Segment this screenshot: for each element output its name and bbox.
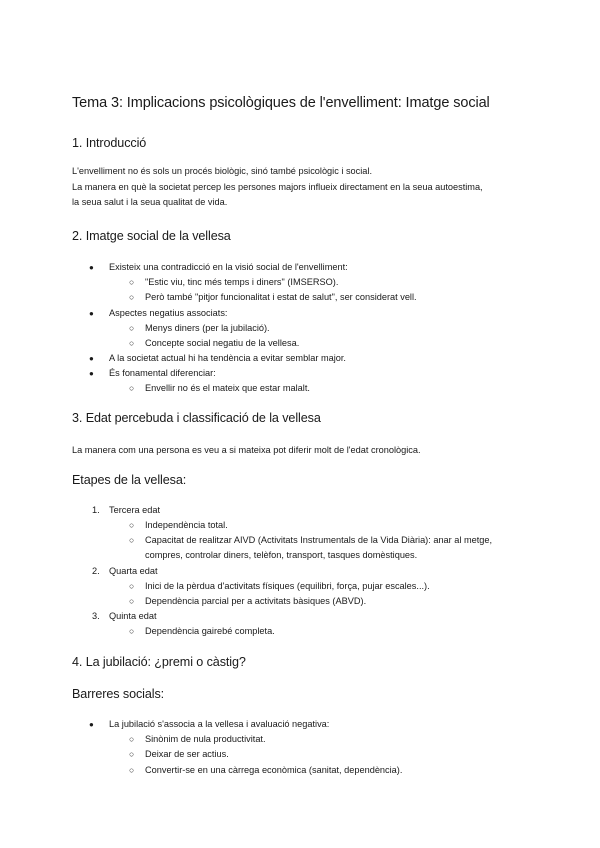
- bullet-icon: ●: [89, 263, 94, 272]
- document-title: Tema 3: Implicacions psicològiques de l'envelliment: Imatge social: [72, 95, 490, 111]
- section-2-heading: 2. Imatge social de la vellesa: [72, 229, 231, 243]
- stage-label: Quarta edat: [109, 566, 158, 576]
- stages-subheading: Etapes de la vellesa:: [72, 473, 187, 487]
- list-item: Concepte social negatiu de la vellesa.: [145, 338, 300, 348]
- list-item: Envellir no és el mateix que estar malalt.: [145, 383, 310, 393]
- list-item-continuation: compres, controlar diners, telèfon, transport, tasques domèstiques.: [145, 550, 418, 560]
- list-item: La jubilació s'associa a la vellesa i avaluació negativa:: [109, 719, 330, 729]
- list-item: Aspectes negatius associats:: [109, 308, 228, 318]
- circle-bullet-icon: ○: [129, 535, 135, 545]
- list-item: Però també "pitjor funcionalitat i estat de salut", ser considerat vell.: [145, 292, 417, 302]
- circle-bullet-icon: ○: [129, 626, 135, 636]
- stage-number: 2.: [92, 566, 100, 576]
- list-item: És fonamental diferenciar:: [109, 368, 216, 378]
- list-item: Dependència gairebé completa.: [145, 626, 275, 636]
- list-item: "Estic viu, tinc més temps i diners" (IMSERSO).: [145, 277, 339, 287]
- stage-number: 1.: [92, 505, 100, 515]
- stage-number: 3.: [92, 611, 100, 621]
- bullet-icon: ●: [89, 309, 94, 318]
- list-item: Independència total.: [145, 520, 228, 530]
- circle-bullet-icon: ○: [129, 323, 135, 333]
- circle-bullet-icon: ○: [129, 749, 135, 759]
- bullet-icon: ●: [89, 720, 94, 729]
- circle-bullet-icon: ○: [129, 734, 135, 744]
- circle-bullet-icon: ○: [129, 338, 135, 348]
- circle-bullet-icon: ○: [129, 383, 135, 393]
- list-item: Capacitat de realitzar AIVD (Activitats Instrumentals de la Vida Diària): anar al metge,: [145, 535, 493, 545]
- list-item: Convertir-se en una càrrega econòmica (sanitat, dependència).: [145, 765, 403, 775]
- list-item: Inici de la pèrdua d'activitats físiques (equilibri, força, pujar escales...).: [145, 581, 430, 591]
- circle-bullet-icon: ○: [129, 292, 135, 302]
- circle-bullet-icon: ○: [129, 520, 135, 530]
- list-item: Existeix una contradicció en la visió social de l'envelliment:: [109, 262, 348, 272]
- circle-bullet-icon: ○: [129, 277, 135, 287]
- intro-line-3: la seua salut i la seua qualitat de vida.: [72, 197, 228, 207]
- circle-bullet-icon: ○: [129, 596, 135, 606]
- list-item: Deixar de ser actius.: [145, 749, 229, 759]
- bullet-icon: ●: [89, 369, 94, 378]
- section-3-heading: 3. Edat percebuda i classificació de la vellesa: [72, 411, 321, 425]
- stage-label: Tercera edat: [109, 505, 161, 515]
- circle-bullet-icon: ○: [129, 765, 135, 775]
- list-item: A la societat actual hi ha tendència a evitar semblar major.: [109, 353, 346, 363]
- circle-bullet-icon: ○: [129, 581, 135, 591]
- section-3-paragraph: La manera com una persona es veu a si mateixa pot diferir molt de l'edat cronològica.: [72, 445, 421, 455]
- intro-line-1: L'envelliment no és sols un procés biològic, sinó també psicològic i social.: [72, 166, 372, 176]
- bullet-icon: ●: [89, 354, 94, 363]
- barriers-subheading: Barreres socials:: [72, 687, 165, 701]
- list-item: Menys diners (per la jubilació).: [145, 323, 270, 333]
- list-item: Dependència parcial per a activitats bàsiques (ABVD).: [145, 596, 367, 606]
- section-1-heading: 1. Introducció: [72, 136, 147, 150]
- list-item: Sinònim de nula productivitat.: [145, 734, 266, 744]
- stage-label: Quinta edat: [109, 611, 157, 621]
- section-4-heading: 4. La jubilació: ¿premi o càstig?: [72, 655, 246, 669]
- intro-line-2: La manera en què la societat percep les persones majors influeix directament en la seua autoestima,: [72, 182, 483, 192]
